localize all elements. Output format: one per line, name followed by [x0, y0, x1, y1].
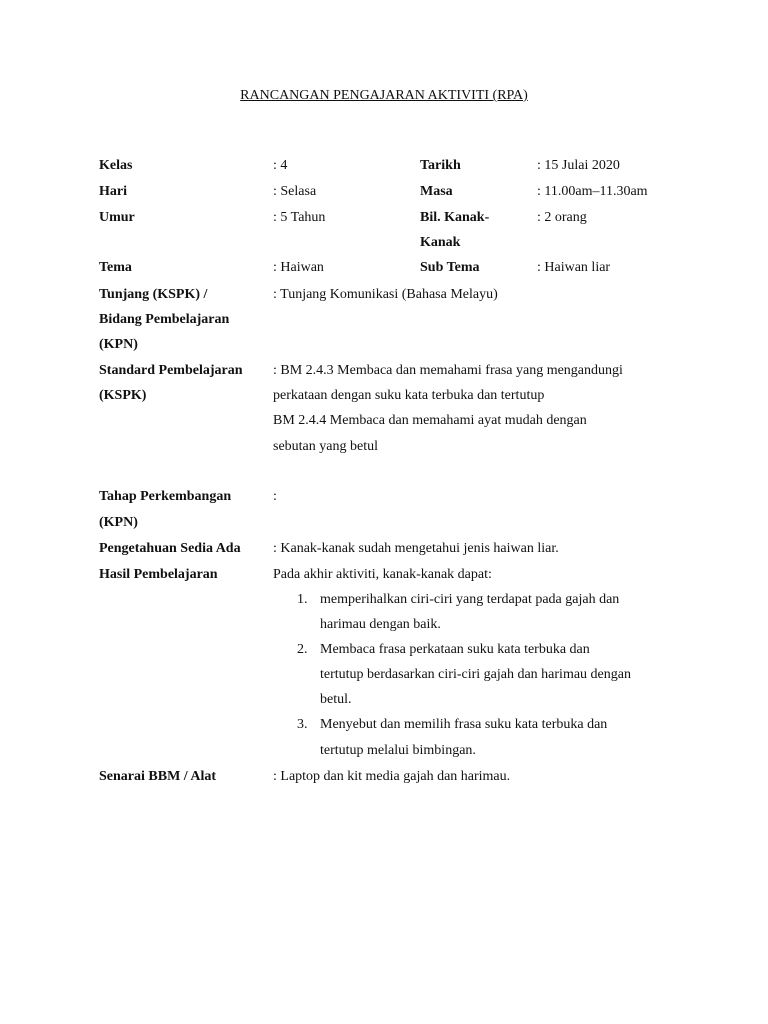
tunjang-label-line2: Bidang Pembelajaran [99, 312, 230, 327]
standard-value-line3: BM 2.4.4 Membaca dan memahami ayat mudah dengan [273, 413, 587, 428]
hasil-item-2-number: 2. [297, 642, 308, 657]
hasil-item-1-line2: harimau dengan baik. [320, 617, 441, 632]
hari-label: Hari [99, 184, 127, 199]
kelas-label: Kelas [99, 158, 133, 173]
masa-value: : 11.00am–11.30am [537, 184, 648, 199]
pengetahuan-value: : Kanak-kanak sudah mengetahui jenis haiwan liar. [273, 541, 559, 556]
umur-label: Umur [99, 210, 135, 225]
hasil-item-2-line2: tertutup berdasarkan ciri-ciri gajah dan harimau dengan [320, 667, 631, 682]
hasil-item-3-number: 3. [297, 717, 308, 732]
hasil-item-1-number: 1. [297, 592, 308, 607]
tahap-label-line2: (KPN) [99, 515, 138, 530]
standard-label-line1: Standard Pembelajaran [99, 363, 243, 378]
tahap-label-line1: Tahap Perkembangan [99, 489, 232, 504]
standard-label-line2: (KSPK) [99, 388, 147, 403]
bil-kanak-label-line1: Bil. Kanak- [420, 210, 490, 225]
tarikh-value: : 15 Julai 2020 [537, 158, 620, 173]
subtema-value: : Haiwan liar [537, 260, 611, 275]
masa-label: Masa [420, 184, 453, 199]
bil-kanak-label-line2: Kanak [420, 235, 461, 250]
tema-value: : Haiwan [273, 260, 324, 275]
hasil-intro: Pada akhir aktiviti, kanak-kanak dapat: [273, 567, 492, 582]
bbm-label: Senarai BBM / Alat [99, 769, 217, 784]
tarikh-label: Tarikh [420, 158, 461, 173]
bbm-value: : Laptop dan kit media gajah dan harimau. [273, 769, 511, 784]
hasil-item-3-line1: Menyebut dan memilih frasa suku kata terbuka dan [320, 717, 608, 732]
standard-value-line2: perkataan dengan suku kata terbuka dan tertutup [273, 388, 545, 403]
hasil-item-1-line1: memperihalkan ciri-ciri yang terdapat pada gajah dan [320, 592, 620, 607]
standard-value-line4: sebutan yang betul [273, 439, 378, 454]
hasil-item-2-line3: betul. [320, 692, 352, 707]
hasil-item-3-line2: tertutup melalui bimbingan. [320, 743, 476, 758]
hasil-item-2-line1: Membaca frasa perkataan suku kata terbuka dan [320, 642, 590, 657]
document-title: RANCANGAN PENGAJARAN AKTIVITI (RPA) [240, 88, 528, 103]
tahap-value: : [273, 489, 277, 504]
hasil-label: Hasil Pembelajaran [99, 567, 218, 582]
tunjang-value: : Tunjang Komunikasi (Bahasa Melayu) [273, 287, 498, 302]
tunjang-label-line1: Tunjang (KSPK) / [99, 287, 208, 302]
hari-value: : Selasa [273, 184, 317, 199]
subtema-label: Sub Tema [420, 260, 480, 275]
bil-kanak-value: : 2 orang [537, 210, 587, 225]
standard-value-line1: : BM 2.4.3 Membaca dan memahami frasa yang mengandungi [273, 363, 623, 378]
kelas-value: : 4 [273, 158, 288, 173]
pengetahuan-label: Pengetahuan Sedia Ada [99, 541, 241, 556]
tunjang-label-line3: (KPN) [99, 337, 138, 352]
tema-label: Tema [99, 260, 132, 275]
umur-value: : 5 Tahun [273, 210, 326, 225]
